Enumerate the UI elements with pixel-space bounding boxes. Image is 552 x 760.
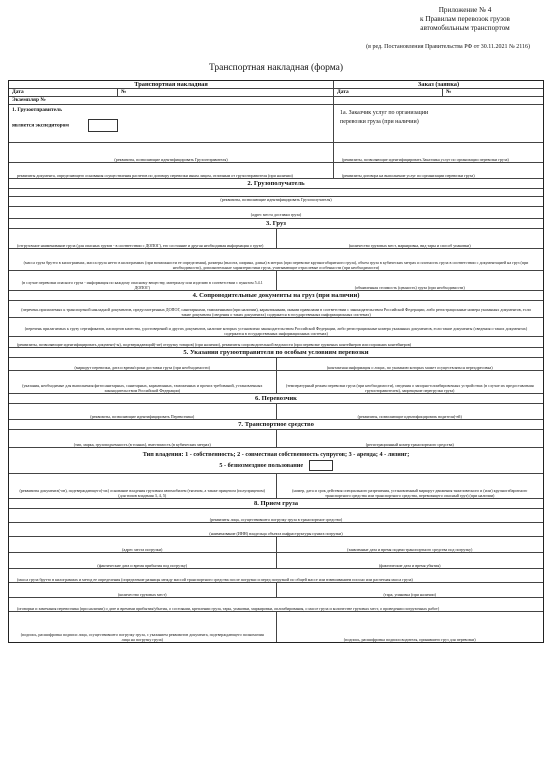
order-title: Заказ (заявка) <box>417 81 460 88</box>
attached-docs-caption: (перечень прилагаемых к транспортной накладной документов, предусмотренных ДОПОГ, санитарными, таможенными (при наличии), карантинными, иными правилами в соответствии с законодательством Российской Федерации, либо регистрационные номера указанных документов, если такие документы (сведения о таких документах) содержатся в государственных информационных системах) <box>21 307 531 317</box>
shipper-title: 1. Грузоотправитель <box>12 107 62 113</box>
date-row <box>9 89 543 97</box>
shipper-details-row <box>9 143 543 163</box>
delivery-address-row <box>9 207 543 219</box>
vehicle-row <box>9 430 543 448</box>
actual-departure-caption: (фактические дата и время убытия) <box>378 563 441 568</box>
carrier-remarks-caption: (оговорки и замечания перевозчика (при наличии) о дате и времени прибытия/убытия, о состоянии, креплении груза, тары, упаковки, маркировки, опломбирования, о массе груза и количестве грузовых мест, о проведении погрузочных работ) <box>17 606 440 611</box>
cargo-row-2 <box>9 249 543 271</box>
section-8-title: 8. Прием груза <box>9 499 543 509</box>
section-7-title: 7. Транспортное средство <box>9 420 543 430</box>
certificates-caption: (перечень прилагаемых к грузу сертификатов, паспортов качества, удостоверений и других документов, наличие которых установлено законодательством Российской Федерации, либо регистрационные номера указанных документов, если такие документы (сведения о таких документах) содержатся в государственных информационных системах) <box>24 326 528 336</box>
consignee-caption: (реквизиты, позволяющие идентифицировать Грузополучателя) <box>220 197 332 202</box>
ownership-types-2: 5 - безвозмездное пользование <box>219 461 304 469</box>
appendix-line-1: Приложение № 4 <box>438 6 492 14</box>
places-row <box>9 583 543 598</box>
customer-title-2: перевозки груза (при наличии) <box>340 119 419 125</box>
consignee-caption-row <box>9 197 543 207</box>
shipper-caption: (реквизиты, позволяющие идентифицировать Грузоотправителя) <box>114 157 228 162</box>
shipment-docs-caption: (реквизиты, позволяющие идентифицировать документ(-ы), подтверждающий(-ие) отгрузку товаров) (при наличии), реквизиты сопроводительной ведомости (при перевозке груженых контейнеров или порожних контейнеров) <box>17 342 412 347</box>
waybill-date-label: Дата <box>9 89 118 96</box>
consignee-row <box>9 189 543 197</box>
cargo-mass-caption: (масса груза брутто в килограммах, масса груза нетто в килограммах (при возможности ее определения), размеры (высота, ширина, длина) в метрах (при перевозке крупногабаритного груза), объем груза в кубических метрах и плотность груза в соответствии с документацией на груз (при необходимости), дополнительные характеристики груза, учитывающие отраслевые особенности (при необходимости) <box>23 260 529 270</box>
cargo-places-caption: (количество грузовых мест, маркировка, вид тары и способ упаковки) <box>348 243 471 248</box>
actual-times-row <box>9 553 543 569</box>
carrier-caption: (реквизиты, позволяющие идентифицировать Перевозчика) <box>90 414 195 419</box>
loaded-mass-caption: (масса груза брутто в килограммах и метод ее определения (определение разницы между массой транспортного средства после погрузки и перед погрузкой по общей массе или взвешиванием поосно или расчетная масса груза) <box>17 577 413 582</box>
vehicle-type-caption: (тип, марка, грузоподъемность (в тоннах), вместимость (в кубических метрах) <box>73 442 211 447</box>
declared-arrival-caption: (заявленные дата и время подачи транспортного средства под погрузку) <box>347 547 473 552</box>
readdress-contacts-caption: (контактная информация о лицах, по указанию которых может осуществляться переадресовка) <box>326 365 493 370</box>
actual-arrival-caption: (фактические дата и время прибытия под погрузку) <box>97 563 188 568</box>
packaging-caption: (тара, упаковка (при наличии) <box>383 592 436 597</box>
route-caption: (маршрут перевозки, дата и время/сроки доставки груза (при необходимости) <box>74 365 210 370</box>
dangerous-cargo-caption: (в случае перевозки опасного груза - информация по каждому опасному веществу, материалу или изделию в соответствии с пунктом 5.4.1 ДОПОГ) <box>21 280 263 290</box>
appendix-line-2: к Правилам перевозок грузов <box>420 15 510 23</box>
waybill-form <box>8 80 544 643</box>
special-permit-caption: (номер, дата и срок действия специального разрешения, установленный маршрут движения тяжеловесного и (или) крупногабаритного транспортного средства или транспортного средства, перевозящего опасный груз) (при наличии) <box>292 488 528 498</box>
carrier-row <box>9 404 543 420</box>
ownership-docs-row <box>9 474 543 499</box>
infrastructure-owner-caption: (наименование (ИНН) владельца объекта инфраструктуры пункта погрузки) <box>209 531 343 536</box>
customer-caption: (реквизиты, позволяющие идентифицировать Заказчика услуг по организации перевозки груза) <box>342 157 509 162</box>
loaded-mass-row <box>9 569 543 583</box>
section-4-title: 4. Сопроводительные документы на груз (при наличии) <box>9 291 543 301</box>
copy-row <box>9 97 543 105</box>
settlement-docs-caption: реквизиты документа, определяющего основания осуществления расчетов по договору перевозки иным лицом, отличным от грузоотправителя (при наличии) <box>17 173 293 178</box>
signatures-row <box>9 612 543 642</box>
docs-row-2 <box>9 318 543 337</box>
contract-caption: (реквизиты договора на выполнение услуг по организации перевозки груза) <box>342 173 475 178</box>
order-date-label: Дата <box>334 89 443 96</box>
declared-value-caption: (объявленная стоимость (ценность) груза (при необходимости) <box>354 285 465 290</box>
instructions-row-2 <box>9 371 543 394</box>
order-number-label: № <box>446 89 452 95</box>
form-title: Транспортная накладная (форма) <box>208 63 344 73</box>
copy-number-label: Экземпляр № <box>12 97 46 103</box>
header-row <box>9 81 543 89</box>
ownership-types-1: Тип владения: 1 - собственность; 2 - совместная собственность супругов; 3 - аренда; 4 - лизинг; <box>142 451 410 458</box>
section-3-title: 3. Груз <box>9 219 543 229</box>
forwarder-checkbox[interactable] <box>88 119 118 132</box>
edition-note: (в ред. Постановления Правительства РФ от 30.11.2021 № 2116) <box>366 44 530 50</box>
carrier-remarks-row <box>9 598 543 612</box>
cargo-row-3 <box>9 271 543 291</box>
ownership-docs-caption: (реквизиты документа(-ов), подтверждающего(-их) основание владения грузовым автомобилем (тягачом, а также прицепом (полуприцепом) (для типов владения 3, 4, 5) <box>19 488 266 498</box>
section-6-title: 6. Перевозчик <box>9 394 543 404</box>
appendix-block <box>400 6 530 33</box>
loader-signature-caption: (подпись, расшифровка подписи лица, осуществившего погрузку груза, с указанием реквизитов документа, подтверждающего полномочия лица на погрузку груза) <box>20 632 264 642</box>
waybill-number-label: № <box>121 89 127 95</box>
ownership-row <box>9 448 543 474</box>
section-2-title: 2. Грузополучатель <box>9 179 543 189</box>
instructions-row-1 <box>9 358 543 371</box>
temperature-caption: (температурный режим перевозки груза (при необходимости), сведения о запорно-пломбировочных устройствах (в случае их предоставления грузоотправителем), запрещение перегрузки груза) <box>285 383 534 393</box>
loading-place-row <box>9 537 543 553</box>
forwarder-label: является экспедитором <box>12 122 69 129</box>
customer-title: 1а. Заказчик услуг по организации <box>340 110 429 116</box>
shipper-docs-row <box>9 163 543 179</box>
infrastructure-owner-row <box>9 523 543 537</box>
docs-row-1 <box>9 301 543 318</box>
driver-signature-caption: (подпись, расшифровка подписи водителя, принявшего груз для перевозки) <box>343 637 476 642</box>
delivery-address-caption: (адрес места доставки груза) <box>250 212 302 217</box>
cargo-row-1 <box>9 229 543 249</box>
cargo-name-caption: (отгрузочное наименование груза (для опасных грузов - в соответствии с ДОПОГ), его состояние и другая необходимая информация о грузе) <box>17 243 264 248</box>
section-5-title: 5. Указания грузоотправителя по особым условиям перевозки <box>9 348 543 358</box>
waybill-title: Транспортная накладная <box>134 81 208 88</box>
appendix-line-3: автомобильным транспортом <box>420 24 510 32</box>
shipper-row <box>9 105 543 143</box>
driver-caption: (реквизиты, позволяющие идентифицировать водителя(-ей) <box>357 414 462 419</box>
docs-row-3 <box>9 337 543 348</box>
sanitary-requirements-caption: (указания, необходимые для выполнения фитосанитарных, санитарных, карантинных, таможенных и прочих требований, установленных законодательством Российской Федерации) <box>22 383 263 393</box>
loader-row <box>9 509 543 523</box>
loader-caption: (реквизиты лица, осуществившего погрузку груза в транспортное средство) <box>209 517 343 522</box>
ownership-type-box[interactable] <box>309 460 333 471</box>
loading-address-caption: (адрес места погрузки) <box>122 547 163 552</box>
vehicle-reg-caption: (регистрационный номер транспортного средства) <box>365 442 454 447</box>
places-count-caption: (количество грузовых мест) <box>117 592 167 597</box>
